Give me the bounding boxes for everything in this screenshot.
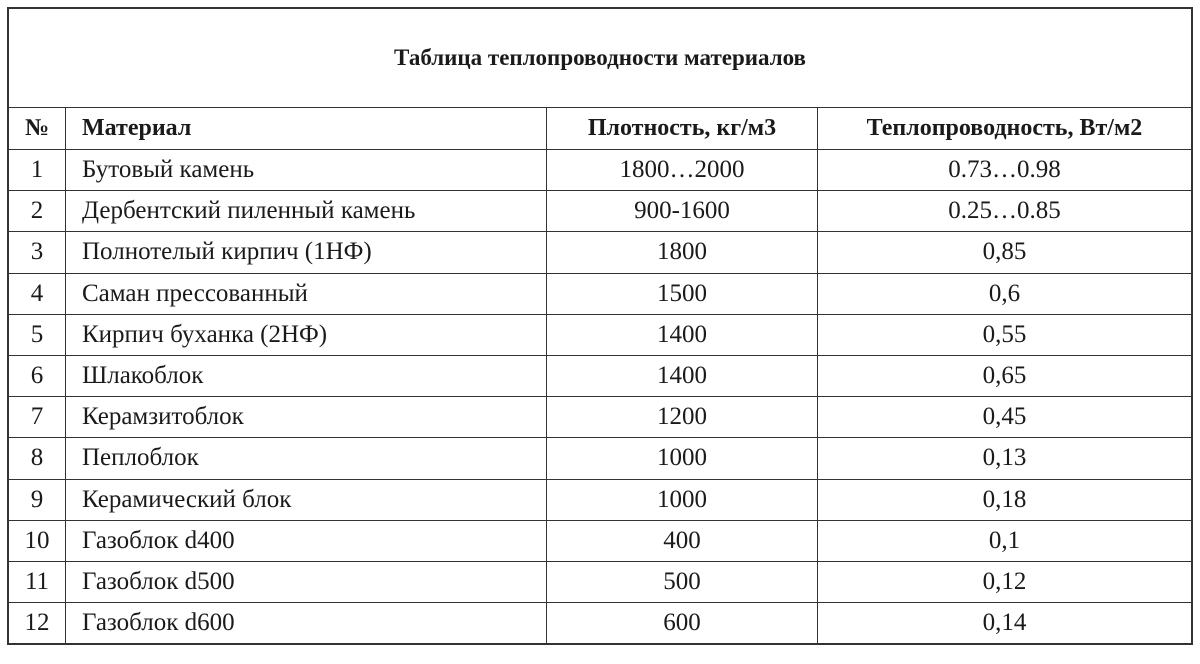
cell-material: Кирпич буханка (2НФ) (66, 314, 547, 355)
cell-conductivity: 0,12 (818, 561, 1193, 602)
cell-density: 400 (547, 520, 818, 561)
cell-material: Керамический блок (66, 479, 547, 520)
header-material: Материал (66, 108, 547, 150)
title-row (8, 8, 1192, 108)
cell-density: 900-1600 (547, 191, 818, 232)
cell-material: Бутовый камень (66, 150, 547, 191)
cell-material: Полнотелый кирпич (1НФ) (66, 232, 547, 273)
cell-density: 1200 (547, 397, 818, 438)
cell-num: 7 (8, 397, 66, 438)
cell-material: Газоблок d400 (66, 520, 547, 561)
cell-conductivity: 0,45 (818, 397, 1193, 438)
header-row (8, 108, 1192, 150)
cell-material: Пеплоблок (66, 438, 547, 479)
cell-num: 1 (8, 150, 66, 191)
cell-material: Газоблок d500 (66, 561, 547, 602)
header-conductivity: Теплопроводность, Вт/м2 (818, 108, 1193, 150)
table-row (8, 191, 1192, 232)
cell-num: 6 (8, 355, 66, 396)
table-row (8, 150, 1192, 191)
cell-density: 1500 (547, 273, 818, 314)
cell-material: Дербентский пиленный камень (66, 191, 547, 232)
cell-num: 3 (8, 232, 66, 273)
thermal-conductivity-table (7, 7, 1193, 645)
cell-num: 9 (8, 479, 66, 520)
cell-conductivity: 0,14 (818, 603, 1193, 645)
table-row (8, 603, 1192, 645)
cell-conductivity: 0.25…0.85 (818, 191, 1193, 232)
header-num: № (8, 108, 66, 150)
table-row (8, 355, 1192, 396)
cell-num: 12 (8, 603, 66, 645)
cell-num: 4 (8, 273, 66, 314)
cell-num: 11 (8, 561, 66, 602)
cell-num: 5 (8, 314, 66, 355)
cell-conductivity: 0,6 (818, 273, 1193, 314)
cell-num: 8 (8, 438, 66, 479)
cell-density: 500 (547, 561, 818, 602)
cell-num: 10 (8, 520, 66, 561)
cell-conductivity: 0,55 (818, 314, 1193, 355)
table-row (8, 561, 1192, 602)
table-row (8, 479, 1192, 520)
cell-density: 1800…2000 (547, 150, 818, 191)
cell-density: 1400 (547, 314, 818, 355)
cell-density: 1800 (547, 232, 818, 273)
cell-material: Газоблок d600 (66, 603, 547, 645)
cell-conductivity: 0,1 (818, 520, 1193, 561)
cell-num: 2 (8, 191, 66, 232)
table-row (8, 397, 1192, 438)
table-row (8, 438, 1192, 479)
table-title: Таблица теплопроводности материалов (8, 8, 1192, 108)
table-row (8, 314, 1192, 355)
table-row (8, 232, 1192, 273)
table-row (8, 273, 1192, 314)
cell-conductivity: 0,18 (818, 479, 1193, 520)
cell-conductivity: 0,65 (818, 355, 1193, 396)
cell-density: 1400 (547, 355, 818, 396)
cell-material: Шлакоблок (66, 355, 547, 396)
cell-conductivity: 0.73…0.98 (818, 150, 1193, 191)
cell-material: Саман прессованный (66, 273, 547, 314)
cell-density: 1000 (547, 438, 818, 479)
table-row (8, 520, 1192, 561)
header-density: Плотность, кг/м3 (547, 108, 818, 150)
cell-density: 600 (547, 603, 818, 645)
cell-conductivity: 0,13 (818, 438, 1193, 479)
cell-material: Керамзитоблок (66, 397, 547, 438)
cell-conductivity: 0,85 (818, 232, 1193, 273)
cell-density: 1000 (547, 479, 818, 520)
